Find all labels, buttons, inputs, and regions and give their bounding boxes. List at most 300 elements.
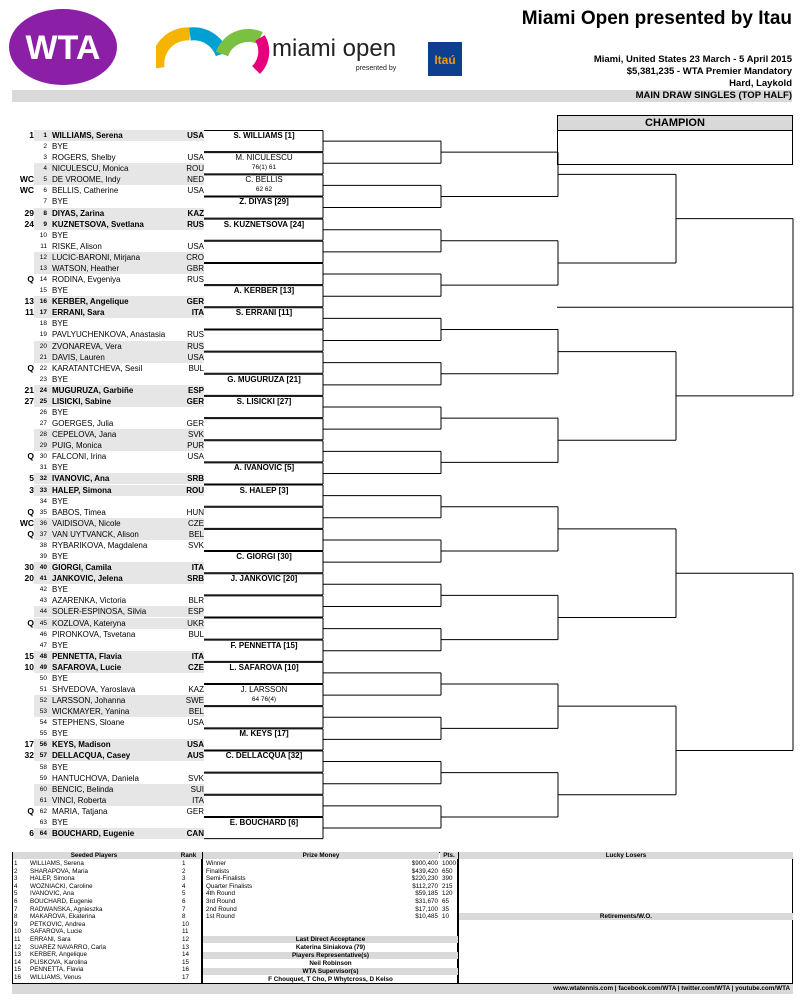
seeded-header: Seeded Players xyxy=(13,852,175,859)
round2-entrant: S. HALEP [3] xyxy=(239,485,289,495)
lda-value: Katerina Siniakova (79) xyxy=(295,944,366,951)
draw-row xyxy=(34,640,204,651)
player-nation: USA xyxy=(187,718,204,728)
draw-row xyxy=(34,363,204,374)
player-nation: UKR xyxy=(187,618,204,628)
draw-row xyxy=(34,529,204,540)
prize-points: 390 xyxy=(442,875,453,883)
player-nation: RUS xyxy=(187,219,204,229)
player-nation: KAZ xyxy=(187,208,204,218)
draw-row xyxy=(34,440,204,451)
draw-row xyxy=(34,285,204,296)
seed-label: 32 xyxy=(24,750,34,761)
player-name: BYE xyxy=(52,817,69,827)
player-nation: GER xyxy=(186,297,204,307)
champion-label: CHAMPION xyxy=(558,116,792,131)
round2-entrant: S. KUZNETSOVA [24] xyxy=(223,219,305,229)
draw-position: 27 xyxy=(39,420,47,428)
prize-round: Winner xyxy=(206,860,226,867)
draw-row xyxy=(34,396,204,407)
seeded-number: 1 xyxy=(14,860,18,867)
draw-row xyxy=(34,673,204,684)
player-nation: ITA xyxy=(191,563,204,573)
seed-label: Q xyxy=(27,506,34,517)
lda-header: Last Direct Acceptance xyxy=(203,936,458,943)
seed-label: Q xyxy=(27,528,34,539)
draw-position: 59 xyxy=(39,774,47,782)
player-name: BYE xyxy=(52,230,69,240)
seeded-rank: 3 xyxy=(182,875,186,883)
player-name: LARSSON, Johanna xyxy=(52,696,126,706)
player-name: GOERGES, Julia xyxy=(52,419,114,429)
draw-position: 22 xyxy=(39,364,47,372)
prize-round: Finalists xyxy=(206,867,230,875)
draw-row xyxy=(34,130,204,141)
player-nation: SVK xyxy=(187,773,204,783)
seeded-number: 11 xyxy=(14,936,21,943)
draw-position: 30 xyxy=(39,453,47,461)
draw-position: 41 xyxy=(39,575,47,583)
seed-label: 21 xyxy=(24,384,34,395)
draw-row xyxy=(34,551,204,562)
draw-row xyxy=(34,817,204,828)
player-name: BABOS, Timea xyxy=(52,507,106,517)
draw-row xyxy=(34,773,204,784)
draw-position: 49 xyxy=(39,663,47,671)
draw-row xyxy=(34,307,204,318)
seeded-rank: 2 xyxy=(182,867,186,875)
draw-position: 61 xyxy=(39,796,47,804)
player-name: SOLER-ESPINOSA, Silvia xyxy=(52,607,147,617)
player-name: VAIDISOVA, Nicole xyxy=(52,518,121,528)
player-nation: SVK xyxy=(187,430,204,440)
sup-value: F Chouquet, T Cho, P Whytcross, D Kelso xyxy=(268,976,393,983)
draw-row xyxy=(34,163,204,174)
draw-row xyxy=(34,595,204,606)
presented-by-text: presented by xyxy=(355,65,397,72)
prize-points: 10 xyxy=(442,913,450,921)
player-nation: CZE xyxy=(188,518,204,528)
player-name: ROGERS, Shelby xyxy=(52,153,116,163)
player-name: PAVLYUCHENKOVA, Anastasia xyxy=(52,330,166,340)
prize-amount: $900,400 xyxy=(411,860,438,867)
prize-amount: $220,230 xyxy=(411,875,438,883)
seeded-rank: 15 xyxy=(182,958,190,966)
draw-position: 32 xyxy=(39,475,47,483)
draw-row xyxy=(34,174,204,185)
round2-entrant: M. KEYS [17] xyxy=(239,729,289,739)
itau-logo-text: Itaú xyxy=(434,53,456,67)
prize-amount: $439,420 xyxy=(411,867,438,875)
miami-open-text: miami open xyxy=(272,35,397,62)
player-nation: BUL xyxy=(188,629,204,639)
player-nation: SRB xyxy=(187,474,204,484)
seed-label: Q xyxy=(27,451,34,462)
seeded-name: SUAREZ NAVARRO, Carla xyxy=(30,943,107,951)
draw-row xyxy=(34,684,204,695)
draw-position: 19 xyxy=(39,331,47,339)
draw-position: 46 xyxy=(39,630,47,638)
round2-entrant: S. ERRANI [11] xyxy=(235,308,293,318)
seed-label: 24 xyxy=(24,218,34,229)
player-nation: RUS xyxy=(187,275,204,285)
draw-position: 17 xyxy=(39,309,47,317)
draw-position: 31 xyxy=(39,464,47,472)
seeded-number: 2 xyxy=(14,867,18,875)
prize-points: 120 xyxy=(442,890,453,898)
seed-label: 29 xyxy=(24,207,34,218)
draw-row xyxy=(34,784,204,795)
player-name: KUZNETSOVA, Svetlana xyxy=(52,219,144,229)
draw-row xyxy=(34,473,204,484)
seeded-number: 7 xyxy=(14,905,18,913)
seed-label: 1 xyxy=(29,130,34,140)
seeded-number: 12 xyxy=(14,943,22,951)
player-name: BELLIS, Catherine xyxy=(52,186,119,196)
seeded-number: 4 xyxy=(14,882,18,890)
player-name: BYE xyxy=(52,408,69,417)
prize-points: 650 xyxy=(442,867,453,875)
player-name: BYE xyxy=(52,762,69,772)
seeded-name: RADWANSKA, Agnieszka xyxy=(30,905,103,913)
player-name: DELLACQUA, Casey xyxy=(52,751,131,761)
seeded-rank: 7 xyxy=(182,905,186,913)
prize-points: 1000 xyxy=(442,860,457,867)
lucky-header: Lucky Losers xyxy=(459,852,793,859)
seeded-name: PLISKOVA, Karolina xyxy=(30,958,88,966)
player-name: BYE xyxy=(52,585,69,595)
draw-position: 18 xyxy=(39,320,47,328)
draw-row xyxy=(34,618,204,629)
player-nation: KAZ xyxy=(188,685,204,694)
seed-label: Q xyxy=(27,805,34,816)
seeded-number: 5 xyxy=(14,890,18,898)
round2-entrant: M. NICULESCU xyxy=(235,153,293,163)
draw-row xyxy=(34,374,204,385)
seed-label: Q xyxy=(27,274,34,285)
rank-header: Rank xyxy=(175,852,202,859)
seed-label: 30 xyxy=(24,562,34,573)
draw-row xyxy=(34,385,204,396)
footer-links[interactable]: www.wtatennis.com | facebook.com/WTA | twitter.com/WTA | youtube.com/WTA xyxy=(553,985,790,992)
draw-position: 57 xyxy=(39,752,47,760)
seeded-name: WOZNIACKI, Caroline xyxy=(30,882,93,890)
round2-entrant: S. LISICKI [27] xyxy=(236,396,292,406)
draw-row xyxy=(34,462,204,473)
draw-row xyxy=(34,274,204,285)
seeded-rank: 16 xyxy=(182,966,190,974)
player-name: BYE xyxy=(52,286,69,296)
player-name: HANTUCHOVA, Daniela xyxy=(52,773,139,783)
seeded-rank: 14 xyxy=(182,951,190,959)
seed-label: WC xyxy=(19,517,34,528)
draw-row xyxy=(34,507,204,518)
player-nation: ITA xyxy=(191,308,204,318)
player-name: SHVEDOVA, Yaroslava xyxy=(52,685,136,694)
draw-row xyxy=(34,651,204,662)
draw-row xyxy=(34,152,204,163)
player-nation: USA xyxy=(187,186,204,196)
draw-row xyxy=(34,828,204,839)
player-name: KEYS, Madison xyxy=(52,740,111,750)
player-nation: BUL xyxy=(188,363,204,373)
prize-round: 1st Round xyxy=(206,913,235,921)
round2-entrant: F. PENNETTA [15] xyxy=(230,640,298,650)
prize-amount: $112,270 xyxy=(412,882,438,890)
draw-position: 33 xyxy=(39,486,47,494)
round2-entrant: C. DELLACQUA [32] xyxy=(225,751,303,761)
player-nation: USA xyxy=(187,131,204,140)
prize-header: Prize Money xyxy=(203,852,439,859)
draw-row xyxy=(34,728,204,739)
draw-row xyxy=(34,263,204,274)
seeded-rank: 1 xyxy=(182,860,186,867)
player-name: DIYAS, Zarina xyxy=(52,208,105,218)
round2-entrant: J. JANKOVIC [20] xyxy=(230,574,298,584)
round2-entrant: C. GIORGI [30] xyxy=(236,552,292,562)
draw-position: 26 xyxy=(39,409,47,416)
rep-header: Players Representative(s) xyxy=(203,952,458,959)
draw-position: 6 xyxy=(43,187,47,195)
draw-position: 25 xyxy=(39,397,47,405)
seeded-rank: 4 xyxy=(182,882,186,890)
draw-row xyxy=(34,141,204,152)
draw-position: 3 xyxy=(43,154,47,162)
player-nation: USA xyxy=(187,740,204,750)
player-name: PUIG, Monica xyxy=(52,441,102,451)
seed-label: 13 xyxy=(24,296,34,307)
player-name: RISKE, Alison xyxy=(52,241,102,251)
seeded-rank: 12 xyxy=(182,936,190,943)
player-name: AZARENKA, Victoria xyxy=(52,596,127,606)
seeded-number: 13 xyxy=(14,951,22,959)
draw-row xyxy=(34,540,204,551)
seeded-number: 8 xyxy=(14,913,18,921)
player-nation: CRO xyxy=(186,252,204,262)
draw-position: 50 xyxy=(39,674,47,682)
seeded-name: PENNETTA, Flavia xyxy=(30,966,84,974)
player-name: KARATANTCHEVA, Sesil xyxy=(52,363,143,373)
draw-position: 38 xyxy=(39,541,47,549)
draw-position: 16 xyxy=(39,298,47,306)
draw-row xyxy=(34,562,204,573)
player-nation: HUN xyxy=(186,507,204,517)
player-name: BENCIC, Belinda xyxy=(52,784,114,794)
seed-label: 20 xyxy=(24,573,34,584)
seeded-number: 14 xyxy=(14,958,22,966)
seed-label: 6 xyxy=(29,828,34,839)
player-name: PENNETTA, Flavia xyxy=(52,651,122,661)
player-name: LISICKI, Sabine xyxy=(52,396,112,406)
seeded-number: 16 xyxy=(14,974,22,981)
draw-row xyxy=(34,518,204,529)
draw-position: 39 xyxy=(39,553,47,561)
player-nation: ESP xyxy=(187,607,204,617)
draw-name: MAIN DRAW SINGLES (TOP HALF) xyxy=(635,90,792,101)
prize-amount: $10,485 xyxy=(415,913,438,921)
seeded-rank: 8 xyxy=(182,913,186,921)
draw-row xyxy=(34,352,204,363)
player-nation: ITA xyxy=(192,795,204,805)
player-nation: BLR xyxy=(188,596,204,606)
draw-position: 28 xyxy=(39,431,47,439)
player-name: BYE xyxy=(52,463,69,473)
draw-position: 37 xyxy=(39,530,47,538)
draw-row xyxy=(34,407,204,418)
draw-position: 35 xyxy=(39,508,47,516)
draw-row xyxy=(34,606,204,617)
seeded-number: 9 xyxy=(14,920,18,928)
draw-row xyxy=(34,418,204,429)
draw-position: 20 xyxy=(39,342,47,350)
draw-position: 44 xyxy=(39,608,47,616)
player-name: ERRANI, Sara xyxy=(52,308,105,318)
seed-label: Q xyxy=(27,362,34,373)
round2-entrant: G. MUGURUZA [21] xyxy=(227,374,301,384)
player-name: VINCI, Roberta xyxy=(52,795,107,805)
player-name: WICKMAYER, Yanina xyxy=(52,707,130,717)
seeded-name: MAKAROVA, Ekaterina xyxy=(30,913,96,921)
player-name: IVANOVIC, Ana xyxy=(52,474,110,484)
prize-round: Quarter Finalists xyxy=(206,882,253,890)
player-name: BYE xyxy=(52,319,69,329)
draw-position: 2 xyxy=(43,143,47,151)
match-score: 62 62 xyxy=(255,186,273,194)
draw-position: 45 xyxy=(39,619,47,627)
seeded-rank: 11 xyxy=(182,928,189,936)
draw-row xyxy=(34,196,204,207)
surface: Hard, Laykold xyxy=(729,78,792,89)
player-name: STEPHENS, Sloane xyxy=(52,718,125,728)
draw-row xyxy=(34,750,204,761)
player-nation: ESP xyxy=(187,385,204,395)
draw-position: 14 xyxy=(39,276,47,284)
player-name: BYE xyxy=(52,729,69,739)
player-nation: NED xyxy=(187,175,204,185)
draw-position: 1 xyxy=(43,132,47,139)
draw-position: 9 xyxy=(43,220,47,228)
seeded-number: 15 xyxy=(14,966,22,974)
seeded-name: WILLIAMS, Serena xyxy=(30,860,84,867)
seeded-name: HALEP, Simona xyxy=(30,875,75,883)
seed-label: 27 xyxy=(24,395,34,406)
round2-entrant: A. IVANOVIC [5] xyxy=(233,463,295,473)
seed-label: 10 xyxy=(24,661,34,672)
seed-label: 17 xyxy=(24,739,34,750)
draw-position: 34 xyxy=(39,497,47,505)
seeded-name: SHARAPOVA, Maria xyxy=(30,867,88,875)
draw-position: 58 xyxy=(39,763,47,771)
draw-position: 11 xyxy=(40,242,47,250)
seeded-name: SAFAROVA, Lucie xyxy=(30,928,83,936)
player-nation: SUI xyxy=(190,784,204,794)
player-nation: BEL xyxy=(188,529,204,539)
prize-points: 215 xyxy=(442,882,453,890)
player-name: DAVIS, Lauren xyxy=(52,352,105,362)
player-name: WATSON, Heather xyxy=(52,263,120,273)
player-name: BYE xyxy=(52,374,69,384)
seed-label: 15 xyxy=(24,650,34,661)
player-nation: ITA xyxy=(191,651,204,661)
prize-round: Semi-Finalists xyxy=(206,875,246,883)
player-name: SAFAROVA, Lucie xyxy=(52,662,122,672)
player-name: CEPELOVA, Jana xyxy=(52,430,117,440)
seed-label: 3 xyxy=(29,484,34,495)
round2-entrant: E. BOUCHARD [6] xyxy=(229,817,299,827)
player-nation: USA xyxy=(187,452,204,462)
draw-position: 48 xyxy=(39,652,47,660)
seeded-rank: 10 xyxy=(182,920,190,928)
draw-row xyxy=(34,706,204,717)
player-name: LUCIC-BARONI, Mirjana xyxy=(52,252,141,262)
prize-round: 2nd Round xyxy=(206,905,237,913)
round2-entrant: C. BELLIS xyxy=(245,175,283,185)
player-name: JANKOVIC, Jelena xyxy=(52,574,123,584)
draw-row xyxy=(34,739,204,750)
draw-position: 56 xyxy=(39,741,47,749)
player-name: BYE xyxy=(52,197,69,207)
prize-points: 35 xyxy=(442,905,450,913)
player-nation: SWE xyxy=(185,696,204,706)
player-nation: USA xyxy=(187,241,204,251)
prize-category: $5,381,235 - WTA Premier Mandatory xyxy=(626,66,792,77)
seeded-number: 6 xyxy=(14,898,18,905)
draw-position: 13 xyxy=(39,264,47,272)
draw-row xyxy=(34,219,204,230)
seeded-rank: 13 xyxy=(182,943,190,951)
player-nation: GER xyxy=(186,419,204,429)
draw-row xyxy=(34,185,204,196)
prize-round: 3rd Round xyxy=(206,898,236,905)
player-nation: AUS xyxy=(187,751,204,761)
retire-header: Retirements/W.O. xyxy=(459,913,793,920)
location-dates: Miami, United States 23 March - 5 April 2015 xyxy=(593,54,792,65)
tournament-title: Miami Open presented by Itau xyxy=(521,8,792,29)
match-score: 64 76(4) xyxy=(251,696,277,703)
seeded-name: ERRANI, Sara xyxy=(30,936,71,943)
draw-row xyxy=(34,496,204,507)
prize-points: 65 xyxy=(442,898,450,905)
round2-entrant: Z. DIYAS [29] xyxy=(239,197,289,207)
prize-amount: $59,185 xyxy=(415,890,438,898)
seed-label: WC xyxy=(19,185,34,196)
draw-position: 10 xyxy=(39,231,47,239)
draw-position: 7 xyxy=(43,198,47,206)
player-nation: SRB xyxy=(187,574,204,584)
draw-row xyxy=(34,318,204,329)
seed-label: WC xyxy=(19,174,34,185)
draw-row xyxy=(34,584,204,595)
player-nation: RUS xyxy=(187,330,204,340)
draw-position: 42 xyxy=(39,586,47,594)
player-nation: USA xyxy=(187,352,204,362)
draw-row xyxy=(34,296,204,307)
draw-position: 47 xyxy=(39,641,47,649)
draw-position: 63 xyxy=(39,818,47,826)
player-name: PIRONKOVA, Tsvetana xyxy=(52,629,136,639)
player-nation: PUR xyxy=(187,441,204,451)
player-name: WILLIAMS, Serena xyxy=(52,131,123,140)
draw-position: 21 xyxy=(39,353,47,361)
player-name: GIORGI, Camila xyxy=(52,563,112,573)
draw-position: 40 xyxy=(39,564,47,572)
player-nation: GER xyxy=(186,396,204,406)
seeded-number: 10 xyxy=(14,928,22,936)
player-name: HALEP, Simona xyxy=(52,485,112,495)
player-name: BYE xyxy=(52,673,69,683)
prize-round: 4th Round xyxy=(206,890,236,898)
player-name: BYE xyxy=(52,640,69,650)
